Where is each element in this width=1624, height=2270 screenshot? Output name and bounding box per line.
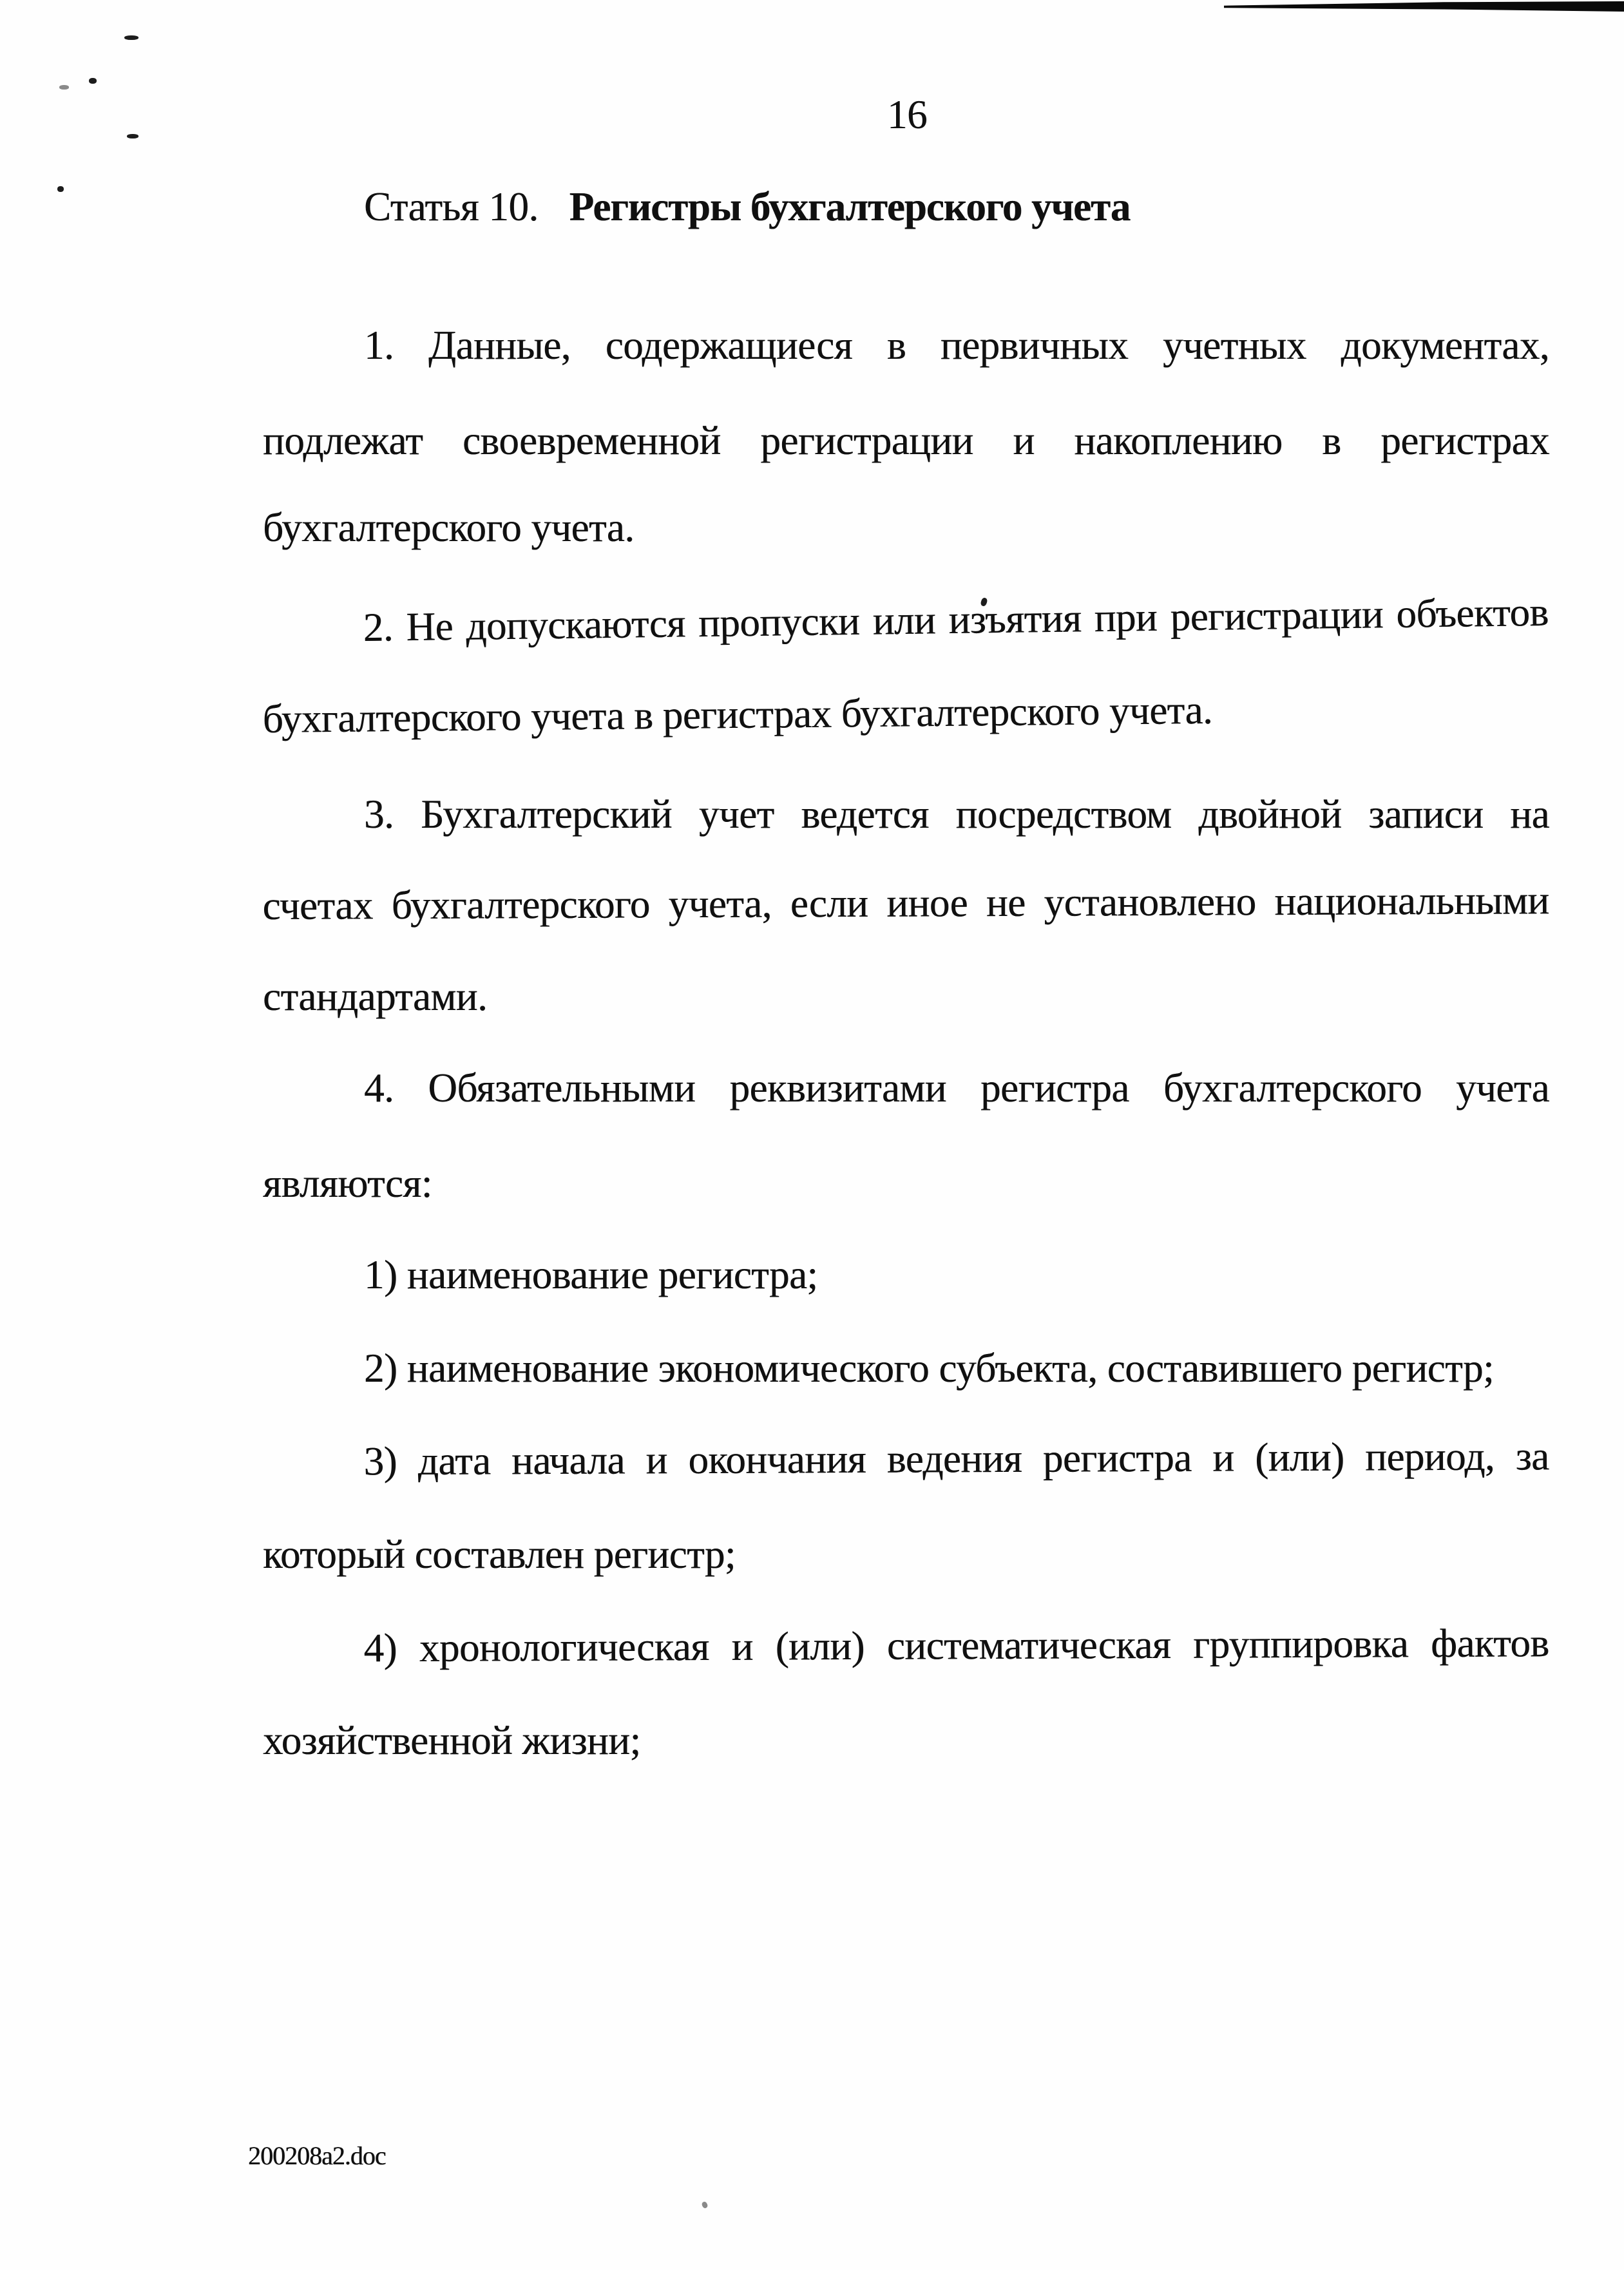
- scan-speck: [127, 134, 139, 138]
- scan-speck: [701, 2201, 708, 2209]
- subitem-4-line-2: хозяйственной жизни;: [263, 1718, 641, 1763]
- scan-speck: [124, 35, 139, 40]
- paragraph-2-line-2: бухгалтерского учета в регистрах бухгалтерского учета.: [262, 687, 1213, 741]
- scan-speck: [59, 85, 69, 90]
- paragraph-4-line-1: 4. Обязательными реквизитами регистра бухгалтерского учета: [364, 1065, 1549, 1111]
- article-title: Регистры бухгалтерского учета: [569, 184, 1131, 229]
- article-number-label: Статья 10.: [364, 184, 539, 229]
- paragraph-3-line-3: стандартами.: [263, 974, 488, 1019]
- page-number: 16: [887, 92, 927, 137]
- scan-speck: [89, 78, 97, 84]
- subitem-3-line-1: 3) дата начала и окончания ведения регистра и (или) период, за: [363, 1433, 1549, 1484]
- subitem-4-line-1: 4) хронологическая и (или) систематическая группировка фактов: [363, 1620, 1549, 1671]
- subitem-3-line-2: который составлен регистр;: [263, 1532, 736, 1577]
- paragraph-3-line-1: 3. Бухгалтерский учет ведется посредством двойной записи на: [364, 792, 1549, 837]
- paragraph-2-line-1: 2. Не допускаются пропуски или изъятия при регистрации объектов: [363, 589, 1549, 650]
- paragraph-1-line-3: бухгалтерского учета.: [263, 505, 635, 550]
- scan-speck: [57, 186, 64, 192]
- paragraph-1-line-2: подлежат своевременной регистрации и накоплению в регистрах: [263, 418, 1549, 463]
- subitem-2-line-1: 2) наименование экономического субъекта, составившего регистр;: [364, 1346, 1494, 1391]
- paragraph-3-line-2: счетах бухгалтерского учета, если иное не установлено национальными: [262, 877, 1549, 929]
- footer-filename: 200208a2.doc: [248, 2141, 386, 2170]
- paragraph-4-line-2: являются:: [263, 1161, 432, 1206]
- scan-artifact-bar: [1224, 1, 1624, 12]
- paragraph-1-line-1: 1. Данные, содержащиеся в первичных учетных документах,: [364, 323, 1549, 368]
- subitem-1-line-1: 1) наименование регистра;: [364, 1252, 818, 1297]
- article-heading: [364, 184, 1131, 229]
